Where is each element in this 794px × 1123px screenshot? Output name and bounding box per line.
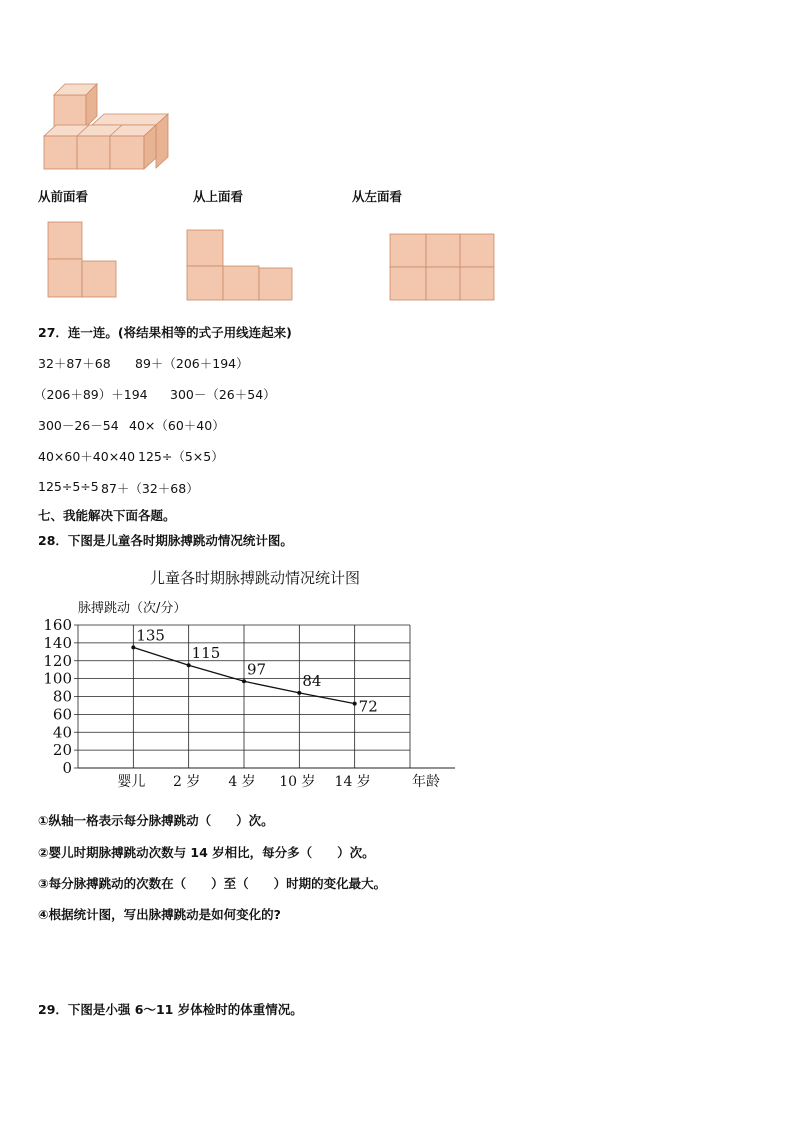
x-tick-label: 2 岁 [172, 774, 201, 790]
q27-left-2: （206＋89）＋194 [34, 387, 148, 402]
data-point [242, 679, 246, 683]
y-tick-label: 120 [43, 651, 72, 670]
chart-x-axis-label: 年龄 [412, 774, 440, 790]
pulse-line-chart [30, 560, 470, 800]
q27-title: 27．连一连。(将结果相等的式子用线连起来) [38, 325, 292, 340]
q27-left-3: 300－26－54 [38, 418, 119, 433]
top-view-shape [185, 228, 295, 304]
view-label-front: 从前面看 [38, 189, 89, 204]
q28-sub-3: ③每分脉搏跳动的次数在（ ）至（ ）时期的变化最大。 [38, 876, 387, 891]
q28-title: 28．下图是儿童各时期脉搏跳动情况统计图。 [38, 533, 293, 548]
data-label: 115 [191, 644, 221, 663]
q28-sub-2: ②婴儿时期脉搏跳动次数与 14 岁相比，每分多（ ）次。 [38, 845, 375, 860]
q27-right-5: 87＋（32＋68） [101, 481, 199, 496]
chart-series [131, 626, 377, 715]
y-tick-label: 40 [52, 723, 72, 742]
x-tick-label: 4 岁 [228, 774, 256, 790]
data-point [297, 691, 301, 695]
chart-x-ticks [117, 773, 370, 790]
y-tick-label: 160 [43, 616, 72, 634]
x-tick-label: 10 岁 [279, 774, 316, 790]
q27-right-4: 125÷（5×5） [138, 449, 224, 464]
y-tick-label: 140 [43, 633, 72, 652]
q28-sub-4: ④根据统计图，写出脉搏跳动是如何变化的? [38, 907, 281, 922]
data-point [131, 645, 135, 649]
q27-right-1: 89＋（206＋194） [135, 356, 249, 371]
cube-arrangement [40, 80, 180, 175]
q27-left-1: 32＋87＋68 [38, 356, 111, 371]
view-label-left: 从左面看 [352, 189, 403, 204]
data-label: 72 [358, 697, 378, 716]
q27-left-5: 125÷5÷5 [38, 479, 99, 494]
cube-front-row [44, 125, 156, 169]
y-tick-label: 80 [52, 687, 72, 706]
chart-y-ticks [43, 616, 72, 777]
front-view-shape [46, 220, 120, 300]
data-label: 84 [302, 671, 322, 690]
x-tick-label: 婴儿 [117, 774, 146, 790]
q27-right-3: 40×（60＋40） [129, 418, 225, 433]
data-point [187, 663, 191, 667]
y-tick-label: 100 [43, 669, 72, 688]
y-tick-label: 60 [52, 705, 72, 724]
x-tick-label: 14 岁 [334, 774, 371, 790]
q29-title: 29．下图是小强 6～11 岁体检时的体重情况。 [38, 1002, 303, 1017]
chart-y-axis-label: 脉搏跳动（次/分） [78, 601, 187, 616]
q28-sub-1: ①纵轴一格表示每分脉搏跳动（ ）次。 [38, 813, 274, 828]
left-view-shape [388, 232, 498, 304]
q27-left-4: 40×60＋40×40 [38, 449, 136, 464]
data-point [353, 702, 357, 706]
chart-title: 儿童各时期脉搏跳动情况统计图 [149, 569, 361, 587]
chart-grid [74, 625, 455, 768]
q27-right-2: 300－（26＋54） [170, 387, 276, 402]
section-7-heading: 七、我能解决下面各题。 [38, 508, 176, 523]
cube-stack-top [54, 84, 97, 127]
data-label: 135 [136, 626, 165, 645]
data-label: 97 [247, 660, 267, 679]
y-tick-label: 0 [62, 759, 72, 777]
y-tick-label: 20 [52, 741, 72, 760]
view-label-top: 从上面看 [193, 189, 244, 204]
